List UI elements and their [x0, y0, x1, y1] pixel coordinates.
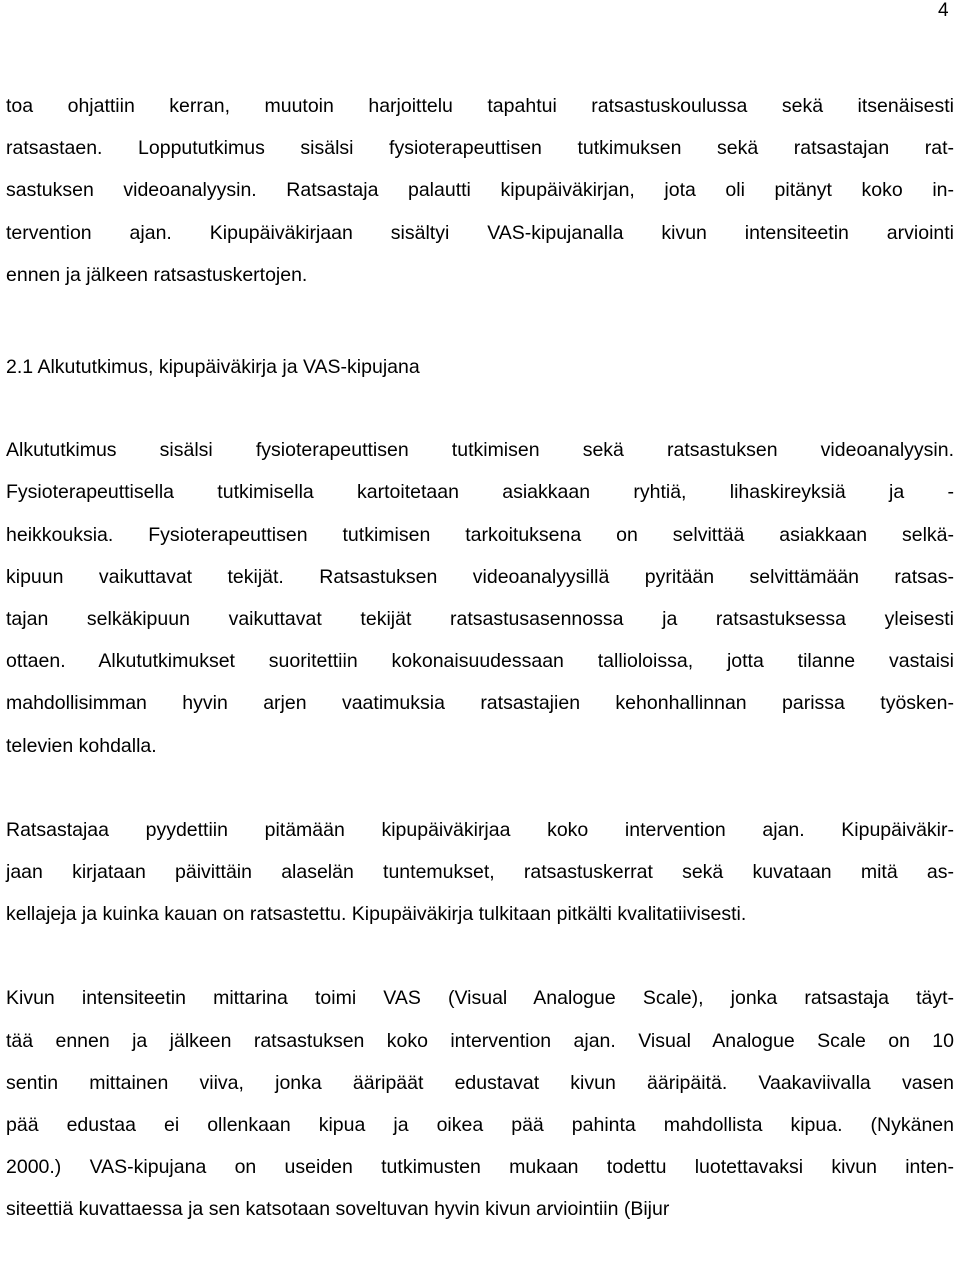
text-line: heikkouksia. Fysioterapeuttisen tutkimisen tarkoituksena on selvittää asiakkaan selkä-: [6, 523, 954, 546]
text-line: tajan selkäkipuun vaikuttavat tekijät ratsastusasennossa ja ratsastuksessa yleisesti: [6, 608, 954, 631]
paragraph-kipupaivakirja: [6, 809, 954, 936]
text-line: Ratsastajaa pyydettiin pitämään kipupäiväkirjaa koko intervention ajan. Kipupäiväkir-: [6, 818, 954, 841]
text-line: televien kohdalla.: [6, 734, 157, 757]
text-line: sastuksen videoanalyysin. Ratsastaja palautti kipupäiväkirjan, jota oli pitänyt koko in-: [6, 179, 954, 202]
text-line: tervention ajan. Kipupäiväkirjaan sisältyi VAS-kipujanalla kivun intensiteetin arviointi: [6, 221, 954, 244]
section-heading: 2.1 Alkututkimus, kipupäiväkirja ja VAS-kipujana: [6, 356, 420, 379]
text-line: tää ennen ja jälkeen ratsastuksen koko intervention ajan. Visual Analogue Scale on 10: [6, 1029, 954, 1052]
text-line: ennen ja jälkeen ratsastuskertojen.: [6, 263, 308, 286]
text-line: mahdollisimman hyvin arjen vaatimuksia ratsastajien kehonhallinnan parissa työsken-: [6, 692, 954, 715]
text-line: kipuun vaikuttavat tekijät. Ratsastuksen videoanalyysillä pyritään selvittämään ratsas-: [6, 565, 954, 588]
paragraph-alkututkimus: [6, 429, 954, 767]
page-number: 4: [938, 0, 949, 21]
text-line: Kivun intensiteetin mittarina toimi VAS (Visual Analogue Scale), jonka ratsastaja täyt-: [6, 987, 954, 1010]
text-line: Alkututkimus sisälsi fysioterapeuttisen tutkimisen sekä ratsastuksen videoanalyysin.: [6, 439, 954, 462]
text-line: jaan kirjataan päivittäin alaselän tuntemukset, ratsastuskerrat sekä kuvataan mitä as-: [6, 861, 954, 884]
text-line: pää edustaa ei ollenkaan kipua ja oikea pää pahinta mahdollista kipua. (Nykänen: [6, 1114, 954, 1137]
intro-paragraph: [6, 85, 954, 296]
text-line: ottaen. Alkututkimukset suoritettiin kokonaisuudessaan tallioloissa, jotta tilanne vastaisi: [6, 650, 954, 673]
paragraph-vas-kipujana: [6, 977, 954, 1230]
text-line: siteettiä kuvattaessa ja sen katsotaan soveltuvan hyvin kivun arviointiin (Bijur: [6, 1198, 670, 1221]
text-line: sentin mittainen viiva, jonka ääripäät edustavat kivun ääripäitä. Vaakaviivalla vasen: [6, 1071, 954, 1094]
text-line: toa ohjattiin kerran, muutoin harjoittelu tapahtui ratsastuskoulussa sekä itsenäisesti: [6, 95, 954, 117]
text-line: Fysioterapeuttisella tutkimisella kartoitetaan asiakkaan ryhtiä, lihaskireyksiä ja -: [6, 481, 954, 504]
text-line: 2000.) VAS-kipujana on useiden tutkimusten mukaan todettu luotettavaksi kivun inten-: [6, 1156, 954, 1179]
document-body: [6, 85, 954, 1231]
text-line: ratsastaen. Loppututkimus sisälsi fysioterapeuttisen tutkimuksen sekä ratsastajan rat-: [6, 137, 954, 160]
text-line: kellajeja ja kuinka kauan on ratsastettu. Kipupäiväkirja tulkitaan pitkälti kvalitatiivisesti.: [6, 903, 747, 926]
